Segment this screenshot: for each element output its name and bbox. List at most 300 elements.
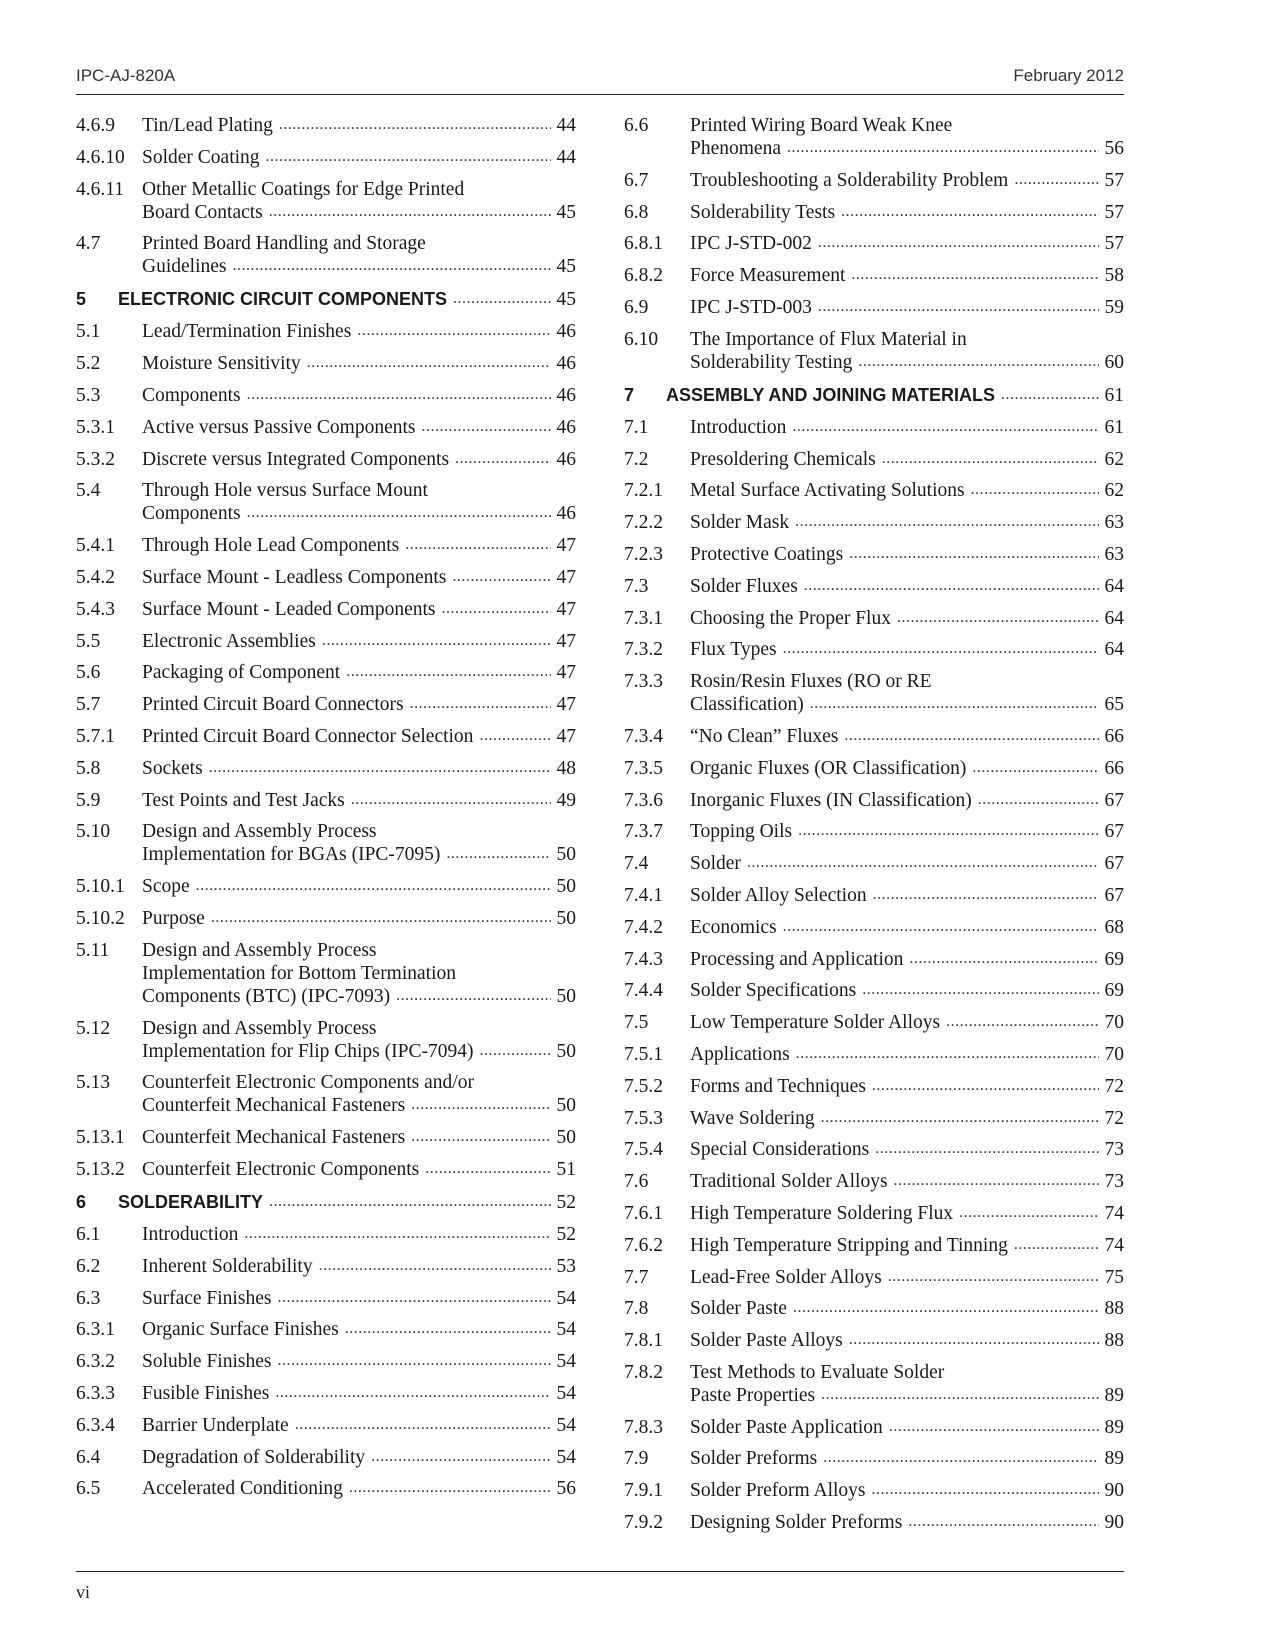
section-title-line: Through Hole Lead Components [142, 535, 400, 557]
toc-entry[interactable] [76, 416, 576, 439]
section-number: 7.3.7 [624, 821, 663, 843]
page-reference: 59 [1104, 296, 1124, 318]
page-reference: 47 [556, 630, 576, 652]
dot-leader [275, 1382, 550, 1405]
page-reference: 89 [1104, 1416, 1124, 1438]
page-reference: 52 [556, 1223, 576, 1245]
section-title-line: Forms and Techniques [690, 1075, 866, 1097]
page-reference: 50 [556, 985, 576, 1007]
dot-leader [818, 296, 1099, 319]
toc-entry[interactable] [624, 114, 1124, 160]
section-title-line: Solder Fluxes [690, 575, 798, 597]
toc-entry[interactable] [76, 630, 576, 653]
page-reference: 74 [1104, 1202, 1124, 1224]
dot-leader [269, 1191, 550, 1214]
page-reference: 67 [1104, 821, 1124, 843]
dot-leader [322, 630, 551, 653]
page-reference: 45 [556, 289, 576, 311]
page-reference: 57 [1104, 233, 1124, 255]
section-title-line: Active versus Passive Components [142, 416, 416, 438]
toc-entry[interactable] [624, 1043, 1124, 1066]
page-reference: 73 [1104, 1171, 1124, 1193]
toc-entry[interactable] [624, 979, 1124, 1002]
dot-leader [1001, 384, 1098, 407]
section-number: 7.5.4 [624, 1139, 663, 1161]
toc-entry[interactable] [624, 1361, 1124, 1407]
section-number: 7.6 [624, 1171, 649, 1193]
toc-entry[interactable] [624, 820, 1124, 843]
dot-leader [849, 1329, 1099, 1352]
section-number: 5.10 [76, 821, 111, 843]
section-number: 5.7 [76, 694, 101, 716]
section-title-line: Rosin/Resin Fluxes (RO or RE [690, 671, 932, 693]
section-number: 7.4.2 [624, 916, 663, 938]
section-number: 7.8.1 [624, 1330, 663, 1352]
page-number: vi [76, 1582, 91, 1602]
page-footer [76, 1571, 1124, 1602]
page-reference: 50 [556, 1040, 576, 1062]
toc-entry[interactable] [76, 1017, 576, 1063]
dot-leader [821, 1107, 1099, 1130]
section-title-line: Counterfeit Electronic Components [142, 1158, 420, 1180]
page-reference: 70 [1104, 1012, 1124, 1034]
section-number: 4.6.11 [76, 178, 125, 200]
section-number: 5.8 [76, 757, 101, 779]
section-number: 5.1 [76, 321, 101, 343]
dot-leader [349, 1477, 551, 1500]
dot-leader [888, 1266, 1099, 1289]
page-reference: 52 [556, 1191, 576, 1213]
dot-leader [849, 543, 1098, 566]
toc-entry[interactable] [76, 448, 576, 471]
page-reference: 50 [556, 844, 576, 866]
page-reference: 60 [1104, 351, 1124, 373]
section-title-line: Force Measurement [690, 265, 846, 287]
toc-entry[interactable] [624, 1479, 1124, 1502]
page-reference: 72 [1104, 1107, 1124, 1129]
toc-entry[interactable] [624, 1511, 1124, 1534]
section-title-line: Accelerated Conditioning [142, 1478, 343, 1500]
toc-entry[interactable] [624, 1075, 1124, 1098]
section-number: 7.3.2 [624, 639, 663, 661]
toc-entry[interactable] [76, 1382, 576, 1405]
page-reference: 68 [1104, 916, 1124, 938]
toc-entry[interactable] [76, 725, 576, 748]
page-reference: 74 [1104, 1234, 1124, 1256]
toc-entry[interactable] [624, 201, 1124, 224]
dot-leader [295, 1414, 551, 1437]
toc-entry[interactable] [624, 296, 1124, 319]
section-title-line: Traditional Solder Alloys [690, 1171, 888, 1193]
toc-entry[interactable] [624, 328, 1124, 374]
toc-entry[interactable] [624, 670, 1124, 716]
toc-entry[interactable] [76, 1477, 576, 1500]
page-reference: 61 [1104, 416, 1124, 438]
page-reference: 67 [1104, 884, 1124, 906]
toc-entry[interactable] [624, 1234, 1124, 1257]
page-reference: 64 [1104, 607, 1124, 629]
dot-leader [357, 320, 550, 343]
toc-chapter-heading[interactable] [624, 384, 1124, 407]
dot-leader [266, 146, 551, 169]
section-number: 4.7 [76, 233, 101, 255]
page-reference: 50 [556, 876, 576, 898]
section-number: 5.13.1 [76, 1127, 125, 1149]
section-number: 6.10 [624, 328, 659, 350]
toc-entry[interactable] [624, 789, 1124, 812]
page-reference: 72 [1104, 1075, 1124, 1097]
page-reference: 54 [556, 1414, 576, 1436]
chapter-title: ELECTRONIC CIRCUIT COMPONENTS [118, 289, 448, 310]
page-reference: 73 [1104, 1139, 1124, 1161]
page-reference: 70 [1104, 1043, 1124, 1065]
section-number: 5.6 [76, 662, 101, 684]
section-title-line: Solder Specifications [690, 980, 857, 1002]
toc-entry[interactable] [76, 1071, 576, 1117]
toc-entry[interactable] [624, 1107, 1124, 1130]
section-title-line: Organic Surface Finishes [142, 1319, 339, 1341]
section-number: 6.6 [624, 115, 649, 136]
dot-leader [747, 852, 1099, 875]
section-number: 6.1 [76, 1223, 101, 1245]
section-number: 7.6.1 [624, 1202, 663, 1224]
toc-entry[interactable] [76, 820, 576, 866]
dot-leader [1014, 169, 1098, 192]
section-title-line: Implementation for Bottom Termination [142, 962, 457, 984]
section-number: 5.12 [76, 1017, 111, 1039]
section-title-line: Choosing the Proper Flux [690, 607, 891, 629]
section-title-line: Flux Types [690, 639, 777, 661]
section-title-line: Phenomena [690, 138, 781, 159]
dot-leader [247, 384, 551, 407]
section-title-line: Components [142, 503, 241, 525]
toc-entry[interactable] [76, 1350, 576, 1373]
section-title-line: Designing Solder Preforms [690, 1512, 903, 1534]
dot-leader [345, 1318, 551, 1341]
section-number: 7.3.6 [624, 789, 663, 811]
toc-entry[interactable] [624, 607, 1124, 630]
dot-leader [453, 288, 550, 311]
dot-leader [411, 1126, 550, 1149]
dot-leader [411, 1094, 550, 1117]
section-number: 6.3.3 [76, 1382, 115, 1404]
toc-entry[interactable] [76, 114, 576, 137]
chapter-number: 5 [76, 289, 87, 310]
dot-leader [244, 1223, 550, 1246]
page-reference: 50 [556, 1095, 576, 1117]
dot-leader [452, 566, 550, 589]
toc-entry[interactable] [76, 875, 576, 898]
section-title-line: Low Temperature Solder Alloys [690, 1012, 941, 1034]
section-title-line: Test Methods to Evaluate Solder [690, 1361, 945, 1383]
section-title-line: Topping Oils [690, 821, 793, 843]
section-number: 7.2 [624, 448, 649, 470]
toc-entry[interactable] [76, 1287, 576, 1310]
section-title-line: Troubleshooting a Solderability Problem [690, 169, 1009, 191]
section-title-line: Solder Coating [142, 146, 260, 168]
section-title-line: Electronic Assemblies [142, 630, 316, 652]
page-reference: 88 [1104, 1330, 1124, 1352]
toc-entry[interactable] [76, 1318, 576, 1341]
section-title-line: Lead-Free Solder Alloys [690, 1266, 882, 1288]
toc-entry[interactable] [624, 575, 1124, 598]
dot-leader [247, 502, 551, 525]
section-number: 7.1 [624, 416, 649, 438]
section-number: 6.8.1 [624, 233, 663, 255]
toc-entry[interactable] [76, 320, 576, 343]
section-title-line: Counterfeit Mechanical Fasteners [142, 1095, 406, 1117]
toc-entry[interactable] [624, 1447, 1124, 1470]
page-reference: 46 [556, 503, 576, 525]
section-title-line: Solder Alloy Selection [690, 884, 867, 906]
dot-leader [277, 1350, 550, 1373]
section-title-line: Processing and Application [690, 948, 904, 970]
toc-entry[interactable] [624, 1266, 1124, 1289]
section-number: 5.4.1 [76, 535, 115, 557]
toc-entry[interactable] [76, 1255, 576, 1278]
section-title-line: IPC J-STD-002 [690, 233, 812, 255]
section-title-line: Scope [142, 876, 190, 898]
page-reference: 46 [556, 448, 576, 470]
section-title-line: Soluble Finishes [142, 1351, 272, 1373]
document-id: IPC-AJ-820A [76, 66, 176, 85]
toc-entry[interactable] [76, 232, 576, 278]
dot-leader [277, 1287, 550, 1310]
dot-leader [446, 843, 550, 866]
dot-leader [875, 1138, 1098, 1161]
toc-entry[interactable] [624, 479, 1124, 502]
toc-entry[interactable] [624, 543, 1124, 566]
toc-entry[interactable] [76, 178, 576, 224]
section-title-line: Test Points and Test Jacks [142, 789, 345, 811]
toc-entry[interactable] [624, 1416, 1124, 1439]
section-number: 6.5 [76, 1478, 101, 1500]
dot-leader [844, 725, 1098, 748]
section-number: 7.5.1 [624, 1043, 663, 1065]
page-reference: 67 [1104, 789, 1124, 811]
section-number: 7.8.2 [624, 1361, 663, 1383]
dot-leader [410, 693, 551, 716]
toc-entry[interactable] [624, 264, 1124, 287]
page-reference: 67 [1104, 853, 1124, 875]
toc-entry[interactable] [76, 479, 576, 525]
page-reference: 50 [556, 1127, 576, 1149]
toc-entry[interactable] [624, 725, 1124, 748]
section-number: 5.10.1 [76, 876, 125, 898]
section-number: 7.9 [624, 1448, 649, 1470]
dot-leader [798, 820, 1098, 843]
page-reference: 47 [556, 694, 576, 716]
toc-entry[interactable] [76, 1414, 576, 1437]
section-number: 7.5 [624, 1012, 649, 1034]
toc-entry[interactable] [76, 1126, 576, 1149]
section-number: 6.9 [624, 296, 649, 318]
dot-leader [841, 201, 1098, 224]
section-title-line: Wave Soldering [690, 1107, 815, 1129]
section-title-line: Discrete versus Integrated Components [142, 448, 450, 470]
section-title-line: High Temperature Soldering Flux [690, 1202, 954, 1224]
toc-entry[interactable] [76, 1446, 576, 1469]
page-reference: 89 [1104, 1384, 1124, 1406]
toc-entry[interactable] [624, 448, 1124, 471]
dot-leader [795, 511, 1098, 534]
section-title-line: Guidelines [142, 256, 227, 278]
toc-entry[interactable] [624, 232, 1124, 255]
toc-entry[interactable] [76, 939, 576, 1008]
toc-entry[interactable] [76, 352, 576, 375]
toc-entry[interactable] [76, 1158, 576, 1181]
document-date: February 2012 [1013, 66, 1124, 85]
chapter-number: 7 [624, 384, 635, 405]
section-number: 5.3.1 [76, 416, 115, 438]
toc-entry[interactable] [76, 907, 576, 930]
section-title-line: Components [142, 384, 241, 406]
section-title-line: Introduction [690, 416, 787, 438]
toc-entry[interactable] [76, 789, 576, 812]
section-title-line: Printed Circuit Board Connector Selection [142, 725, 474, 747]
section-number: 7.4.4 [624, 980, 663, 1002]
section-title-line: Barrier Underplate [142, 1414, 289, 1436]
dot-leader [196, 875, 551, 898]
dot-leader [346, 661, 550, 684]
section-title-line: Surface Mount - Leaded Components [142, 598, 436, 620]
section-title-line: The Importance of Flux Material in [690, 328, 967, 350]
toc-entry[interactable] [624, 1138, 1124, 1161]
section-title-line: Presoldering Chemicals [690, 448, 876, 470]
section-number: 7.3.1 [624, 607, 663, 629]
toc-entry[interactable] [624, 852, 1124, 875]
toc-chapter-heading[interactable] [76, 288, 576, 311]
section-title-line: Solder Paste [690, 1298, 787, 1320]
toc-entry[interactable] [624, 1170, 1124, 1193]
dot-leader [422, 416, 551, 439]
section-title-line: Components (BTC) (IPC-7093) [142, 985, 391, 1007]
toc-entry[interactable] [624, 1011, 1124, 1034]
section-number: 7.2.3 [624, 543, 663, 565]
dot-leader [873, 884, 1099, 907]
page-reference: 89 [1104, 1448, 1124, 1470]
dot-leader [946, 1011, 1098, 1034]
section-title-line: Lead/Termination Finishes [142, 321, 352, 343]
toc-entry[interactable] [76, 534, 576, 557]
section-title-line: IPC J-STD-003 [690, 296, 812, 318]
page-reference: 56 [556, 1478, 576, 1500]
toc-entry[interactable] [624, 757, 1124, 780]
section-title-line: Design and Assembly Process [142, 1017, 377, 1039]
dot-leader [279, 114, 551, 137]
toc-chapter-heading[interactable] [76, 1191, 576, 1214]
dot-leader [405, 534, 550, 557]
dot-leader [889, 1416, 1099, 1439]
dot-leader [978, 789, 1099, 812]
dot-leader [351, 789, 551, 812]
toc-entry[interactable] [76, 661, 576, 684]
dot-leader [783, 916, 1099, 939]
section-number: 5.3.2 [76, 448, 115, 470]
toc-entry[interactable] [624, 169, 1124, 192]
section-number: 5.13.2 [76, 1158, 125, 1180]
dot-leader [894, 1170, 1099, 1193]
section-number: 7.3.5 [624, 757, 663, 779]
section-title-line: Solder Mask [690, 512, 790, 534]
section-title-line: Moisture Sensitivity [142, 353, 301, 375]
section-title-line: Degradation of Solderability [142, 1446, 366, 1468]
section-title-line: Board Contacts [142, 201, 263, 223]
section-number: 7.3 [624, 575, 649, 597]
toc-entry[interactable] [624, 416, 1124, 439]
page-reference: 58 [1104, 265, 1124, 287]
dot-leader [232, 255, 550, 278]
section-title-line: “No Clean” Fluxes [690, 725, 839, 747]
page-reference: 48 [556, 757, 576, 779]
section-title-line: Solderability Tests [690, 201, 836, 223]
page-reference: 64 [1104, 575, 1124, 597]
page-reference: 54 [556, 1382, 576, 1404]
section-title-line: Economics [690, 916, 777, 938]
section-title-line: Solder Preforms [690, 1448, 818, 1470]
section-title-line: Applications [690, 1043, 790, 1065]
dot-leader [455, 448, 550, 471]
toc-entry[interactable] [624, 511, 1124, 534]
chapter-number: 6 [76, 1191, 87, 1212]
toc-entry[interactable] [76, 146, 576, 169]
toc-entry[interactable] [76, 384, 576, 407]
toc-entry[interactable] [624, 884, 1124, 907]
section-number: 5.13 [76, 1072, 111, 1094]
page-reference: 54 [556, 1351, 576, 1373]
dot-leader [971, 479, 1099, 502]
section-title-line: Fusible Finishes [142, 1382, 270, 1404]
toc-entry[interactable] [624, 1202, 1124, 1225]
section-title-line: Solderability Testing [690, 351, 853, 373]
dot-leader [211, 907, 551, 930]
dot-leader [479, 1040, 550, 1063]
section-number: 4.6.10 [76, 146, 125, 168]
toc-entry[interactable] [76, 598, 576, 621]
page-reference: 54 [556, 1287, 576, 1309]
dot-leader [909, 948, 1098, 971]
page-reference: 69 [1104, 980, 1124, 1002]
page-reference: 63 [1104, 543, 1124, 565]
section-title-line: Purpose [142, 907, 205, 929]
page-reference: 90 [1104, 1512, 1124, 1534]
toc-entry[interactable] [76, 693, 576, 716]
toc-entry[interactable] [76, 757, 576, 780]
page-reference: 57 [1104, 169, 1124, 191]
section-title-line: Printed Wiring Board Weak Knee [690, 115, 953, 136]
toc-entry[interactable] [624, 638, 1124, 661]
dot-leader [479, 725, 550, 748]
section-title-line: Counterfeit Mechanical Fasteners [142, 1127, 406, 1149]
dot-leader [793, 1297, 1099, 1320]
page-reference: 45 [556, 256, 576, 278]
section-title-line: Inherent Solderability [142, 1255, 313, 1277]
toc-entry[interactable] [76, 566, 576, 589]
section-title-line: Packaging of Component [142, 662, 341, 684]
toc-entry[interactable] [624, 1329, 1124, 1352]
toc-entry[interactable] [624, 916, 1124, 939]
toc-entry[interactable] [624, 1297, 1124, 1320]
toc-entry[interactable] [624, 948, 1124, 971]
section-number: 7.5.2 [624, 1075, 663, 1097]
section-number: 7.6.2 [624, 1234, 663, 1256]
dot-leader [818, 232, 1099, 255]
section-title-line: Solder Paste Alloys [690, 1330, 843, 1352]
toc-entry[interactable] [76, 1223, 576, 1246]
section-title-line: Design and Assembly Process [142, 821, 377, 843]
section-number: 7.7 [624, 1266, 649, 1288]
page-reference: 54 [556, 1446, 576, 1468]
